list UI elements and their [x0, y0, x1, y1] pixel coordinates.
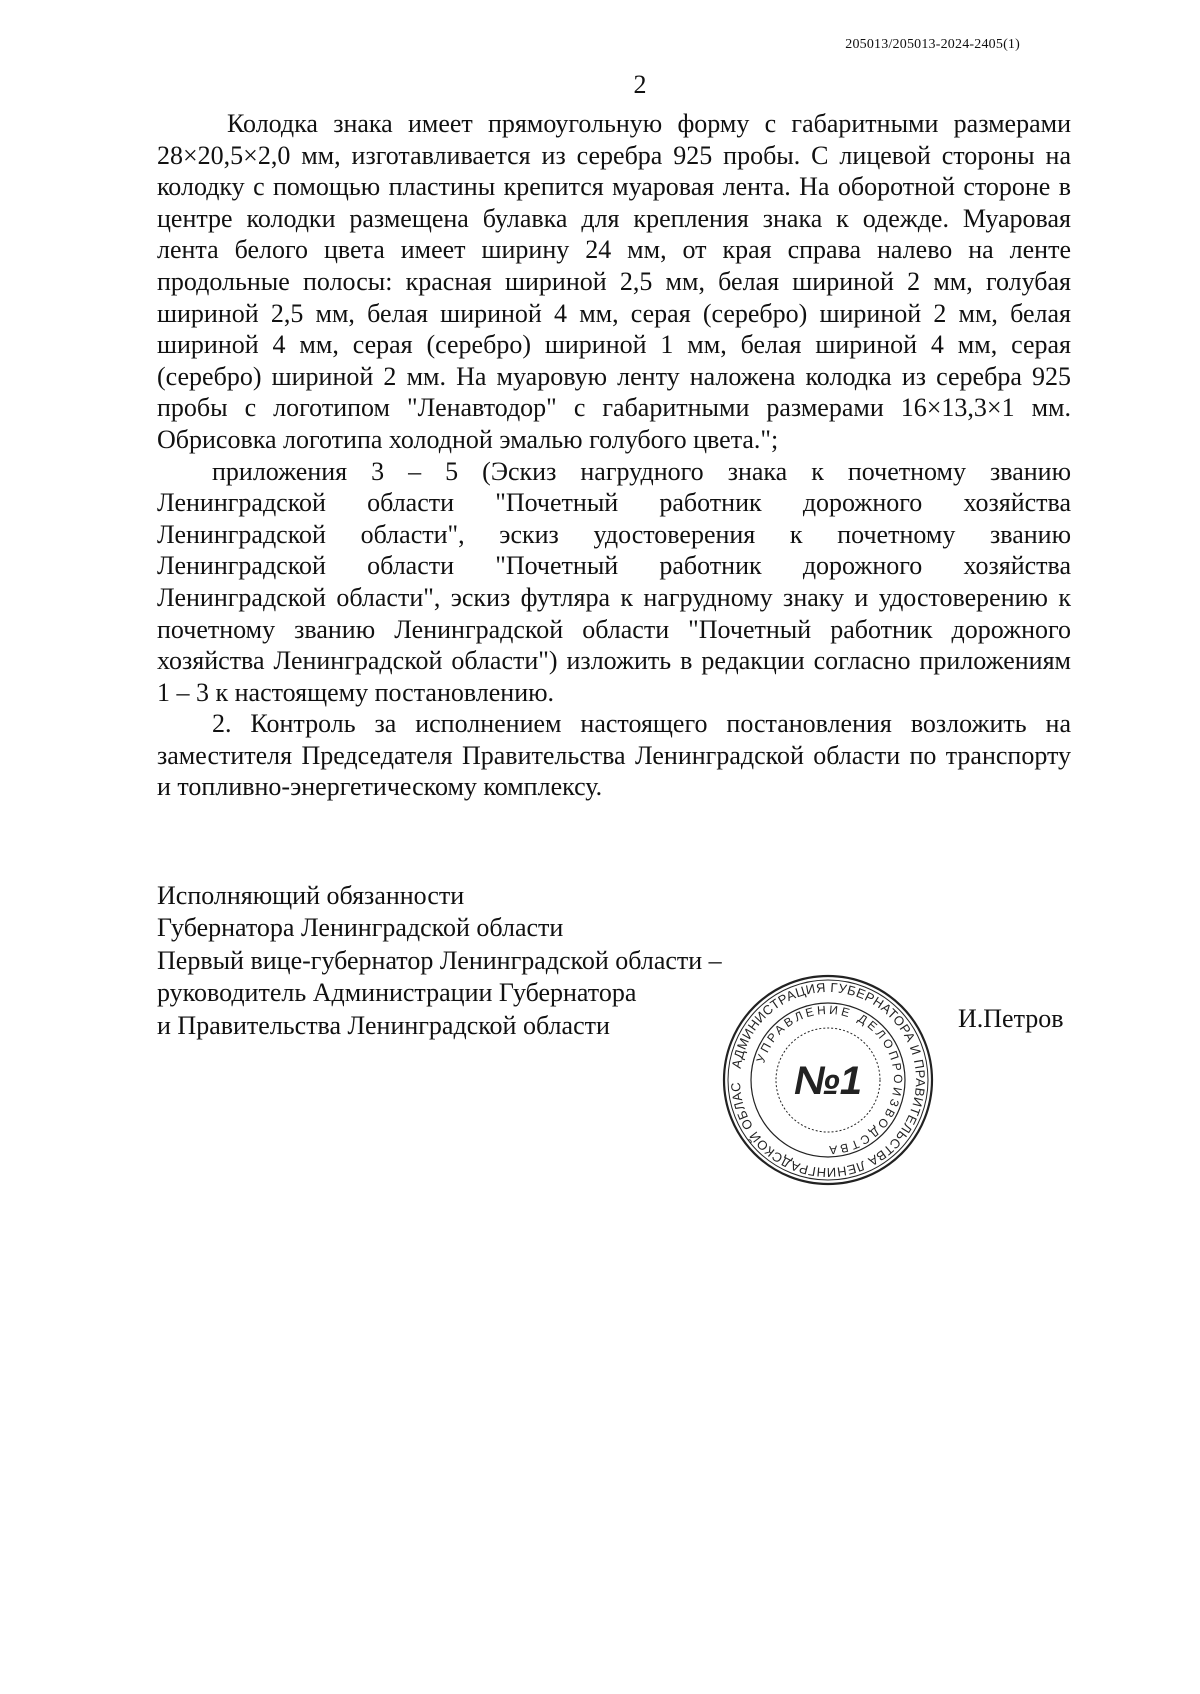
signature-line: и Правительства Ленинградской области — [157, 1010, 610, 1040]
document-body — [157, 108, 1071, 803]
paragraph-control: 2. Контроль за исполнением настоящего постановления возложить на заместителя Председателя Правительства Ленинградской области по транспорту и топливно-энергетическому комплексу. — [157, 709, 1071, 802]
signature-line: руководитель Администрации Губернатора — [157, 978, 637, 1008]
seal-outer-text: АДМИНИСТРАЦИЯ ГУБЕРНАТОРА И ПРАВИТЕЛЬСТВА ЛЕНИНГРАДСКОЙ ОБЛАС — [727, 979, 929, 1181]
signer-name: И.Петров — [958, 1004, 1064, 1033]
seal-inner-text: УПРАВЛЕНИЕ ДЕЛОПРОИЗВОДСТВА — [753, 1002, 906, 1158]
seal-center-number: №1 — [793, 1059, 863, 1103]
seal-graphic — [718, 970, 938, 1190]
official-seal-stamp — [718, 970, 938, 1190]
signature-line: Первый вице-губернатор Ленинградской области – — [157, 945, 722, 975]
signature-line: Исполняющий обязанности — [157, 881, 465, 910]
paragraph-appendices: приложения 3 – 5 (Эскиз нагрудного знака к почетному званию Ленинградской области "Почетный работник дорожного хозяйства Ленинградской области", эскиз удостоверения к почетному званию Ленинградской области "Почетный работник дорожного хозяйства Ленинградской области", эскиз футляра к нагрудному знаку и удостоверению к почетному званию Ленинградской области "Почетный работник дорожного хозяйства Ленинградской области") изложить в редакции согласно приложениям 1 – 3 к настоящему постановлению. — [157, 456, 1071, 707]
document-registration-number: 205013/205013-2024-2405(1) — [845, 37, 1020, 52]
page-number: 2 — [633, 70, 647, 99]
signature-line: Губернатора Ленинградской области — [157, 913, 564, 943]
paragraph-ribbon-description: Колодка знака имеет прямоугольную форму с габаритными размерами 28×20,5×2,0 мм, изготавливается из серебра 925 пробы. С лицевой стороны на колодку с помощью пластины крепится муаровая лента. На оборотной стороне в центре колодки размещена булавка для крепления знака к одежде. Муаровая лента белого цвета имеет ширину 24 мм, от края справа налево на ленте продольные полосы: красная шириной 2,5 мм, белая шириной 2 мм, голубая шириной 2,5 мм, белая шириной 4 мм, серая (серебро) шириной 2 мм, белая шириной 4 мм, серая (серебро) шириной 1 мм, белая шириной 4 мм, серая (серебро) шириной 2 мм. На муаровую ленту наложена колодка из серебра 925 пробы с логотипом "Ленавтодор" с габаритными размерами 16×13,3×1 мм. Обрисовка логотипа холодной эмалью голубого цвета."; — [157, 109, 1071, 454]
